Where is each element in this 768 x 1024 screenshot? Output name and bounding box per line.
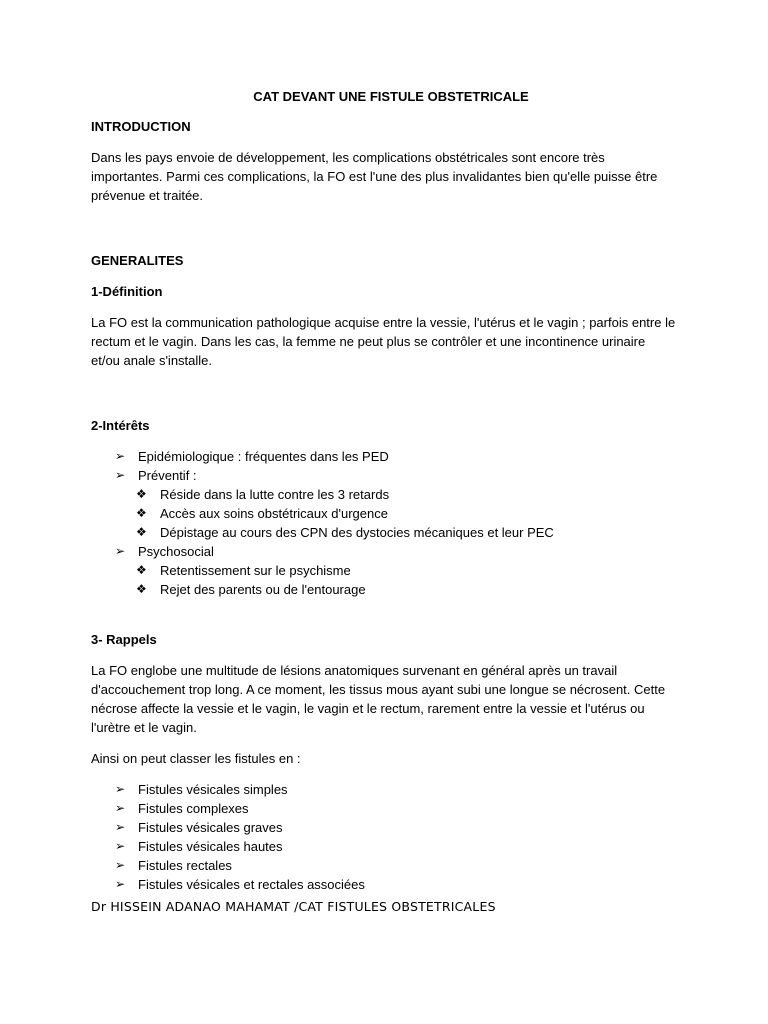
diamond-bullet-icon: ❖ — [136, 487, 147, 501]
document-page — [91, 87, 691, 916]
arrow-bullet-icon: ➢ — [115, 544, 126, 558]
rappels-line: d'accouchement trop long. A ce moment, les tissus mous ayant subi une longue se nécrosent. Cette — [91, 682, 666, 697]
arrow-bullet-icon: ➢ — [115, 468, 126, 482]
introduction-line: Dans les pays envoie de développement, les complications obstétricales sont encore très — [91, 150, 605, 165]
arrow-bullet-icon: ➢ — [115, 877, 126, 891]
generalites-heading: GENERALITES — [91, 253, 184, 268]
definition-heading: 1-Définition — [91, 284, 163, 299]
introduction-heading: INTRODUCTION — [91, 119, 191, 134]
list-item: ➢ Fistules rectales — [115, 858, 232, 873]
rappels-line: La FO englobe une multitude de lésions anatomiques survenant en général après un travail — [91, 663, 618, 678]
rappels-line: l'urètre et le vagin. — [91, 720, 197, 735]
introduction-line: importantes. Parmi ces complications, la FO est l'une des plus invalidantes bien qu'elle puisse être — [91, 169, 658, 184]
definition-line: rectum et le vagin. Dans les cas, la femme ne peut plus se contrôler et une incontinence urinaire — [91, 334, 646, 349]
list-item: ➢ Psychosocial — [115, 544, 214, 559]
diamond-bullet-icon: ❖ — [136, 506, 147, 520]
arrow-bullet-icon: ➢ — [115, 801, 126, 815]
arrow-bullet-icon: ➢ — [115, 782, 126, 796]
definition-line: et/ou anale s'installe. — [91, 353, 213, 368]
introduction-line: prévenue et traitée. — [91, 188, 204, 203]
definition-line: La FO est la communication pathologique acquise entre la vessie, l'utérus et le vagin ; parfois entre le — [91, 315, 676, 330]
fistules-list — [91, 780, 691, 894]
list-item: ➢ Fistules vésicales hautes — [115, 839, 283, 854]
definition-paragraph — [91, 313, 691, 370]
rappels-paragraph — [91, 661, 691, 737]
list-item: ➢ Fistules vésicales simples — [115, 782, 288, 797]
list-item: ➢ Préventif : — [115, 468, 197, 483]
arrow-bullet-icon: ➢ — [115, 449, 126, 463]
document-title: CAT DEVANT UNE FISTULE OBSTETRICALE — [253, 89, 529, 104]
sub-list-item: ❖ Dépistage au cours des CPN des dystocies mécaniques et leur PEC — [136, 525, 554, 540]
document-footer: Dr HISSEIN ADANAO MAHAMAT /CAT FISTULES OBSTETRICALES — [91, 899, 496, 914]
diamond-bullet-icon: ❖ — [136, 582, 147, 596]
interets-list — [91, 447, 691, 599]
diamond-bullet-icon: ❖ — [136, 525, 147, 539]
interets-heading: 2-Intérêts — [91, 418, 150, 433]
rappels-line: nécrose affecte la vessie et le vagin, le vagin et le rectum, rarement entre la vessie et l'utérus ou — [91, 701, 645, 716]
classify-intro: Ainsi on peut classer les fistules en : — [91, 751, 301, 766]
arrow-bullet-icon: ➢ — [115, 820, 126, 834]
rappels-heading: 3- Rappels — [91, 632, 157, 647]
list-item: ➢ Epidémiologique : fréquentes dans les PED — [115, 449, 389, 464]
introduction-paragraph — [91, 148, 691, 205]
sub-list-item: ❖ Rejet des parents ou de l'entourage — [136, 582, 366, 597]
list-item: ➢ Fistules complexes — [115, 801, 249, 816]
list-item: ➢ Fistules vésicales graves — [115, 820, 283, 835]
arrow-bullet-icon: ➢ — [115, 858, 126, 872]
diamond-bullet-icon: ❖ — [136, 563, 147, 577]
arrow-bullet-icon: ➢ — [115, 839, 126, 853]
sub-list-item: ❖ Réside dans la lutte contre les 3 retards — [136, 487, 390, 502]
list-item: ➢ Fistules vésicales et rectales associées — [115, 877, 365, 892]
sub-list-item: ❖ Retentissement sur le psychisme — [136, 563, 351, 578]
sub-list-item: ❖ Accès aux soins obstétricaux d'urgence — [136, 506, 388, 521]
